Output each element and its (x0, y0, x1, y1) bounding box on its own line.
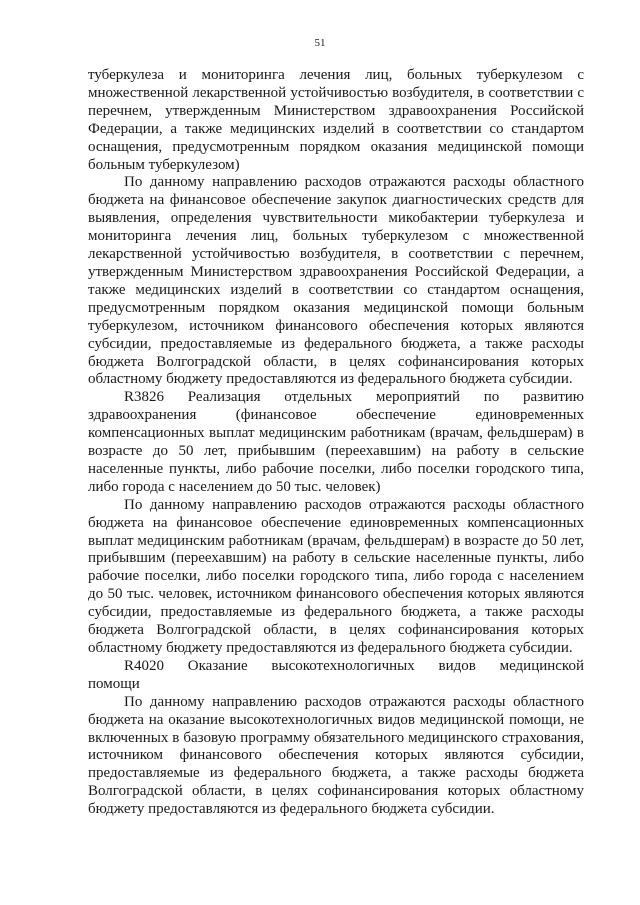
section-code: R4020 (124, 657, 165, 674)
paragraph-high-tech-care-expenses: По данному направлению расходов отражаются расходы областного бюджета на оказание высокотехнологичных видов медицинской помощи, не включенных в базовую программу обязательного медицинского страхования, источником финансового обеспечения которых являются субсидии, предоставляемые из федерального бюджета, а также расходы бюджета Волгоградской области, в целях софинансирования которых областному бюджету предоставляются из федерального бюджета субсидии. (88, 693, 584, 818)
section-heading-r4020 (88, 658, 584, 676)
section-code: R3826 (124, 389, 165, 406)
paragraph-continuation: туберкулеза и мониторинга лечения лиц, больных туберкулезом с множественной лекарственной устойчивостью возбудителя, в соответствии с перечнем, утвержденным Министерством здравоохранения Российской Федерации, а также медицинских изделий в соответствии со стандартом оснащения, предусмотренным порядком оказания медицинской помощи больным туберкулезом) (88, 67, 584, 173)
section-heading-r3826 (88, 389, 584, 407)
heading-word: Реализация (187, 389, 261, 406)
paragraph-compensation-expenses: По данному направлению расходов отражаются расходы областного бюджета на финансовое обеспечение единовременных компенсационных выплат медицинским работникам (врачам, фельдшерам) в возрасте до 50 лет, прибывшим (переехавшим) на работу в сельские населенные пункты, либо рабочие поселки, либо поселки городского типа, либо города с населением до 50 тыс. человек, источником финансового обеспечения которых являются субсидии, предоставляемые из федерального бюджета, а также расходы бюджета Волгоградской области, в целях софинансирования которых областному бюджету предоставляются из федерального бюджета субсидии. (88, 496, 584, 656)
heading-word: отдельных (284, 389, 353, 406)
section-title-r3826: здравоохранения (финансовое обеспечение единовременных компенсационных выплат медицинским работникам (врачам, фельдшерам) в возрасте до 50 лет, прибывшим (переехавшим) на работу в сельские населенные пункты, либо рабочие поселки, либо поселки городского типа, либо города с населением до 50 тыс. человек) (88, 407, 584, 495)
document-body (88, 67, 584, 819)
paragraph-tuberculosis-expenses: По данному направлению расходов отражаются расходы областного бюджета на финансовое обеспечение закупок диагностических средств для выявления, определения чувствительности микобактерии туберкулеза и мониторинга лечения лиц, больных туберкулезом с множественной лекарственной устойчивостью возбудителя, в соответствии с перечнем, утвержденным Министерством здравоохранения Российской Федерации, а также медицинских изделий в соответствии со стандартом оснащения, предусмотренным порядком оказания медицинской помощи больным туберкулезом, источником финансового обеспечения которых являются субсидии, предоставляемые из федерального бюджета, а также расходы бюджета Волгоградской области, в целях софинансирования которых областному бюджету предоставляются из федерального бюджета субсидии. (88, 174, 584, 388)
section-title-r4020: помощи (88, 675, 140, 692)
heading-word: мероприятий (375, 389, 461, 406)
heading-word: медицинской (499, 657, 584, 674)
heading-word: высокотехнологичных (271, 657, 415, 674)
heading-word: Оказание (187, 657, 248, 674)
heading-word: по (483, 389, 500, 406)
page-number: 51 (314, 37, 326, 49)
heading-word: видов (438, 657, 476, 674)
heading-word: развитию (523, 389, 584, 406)
